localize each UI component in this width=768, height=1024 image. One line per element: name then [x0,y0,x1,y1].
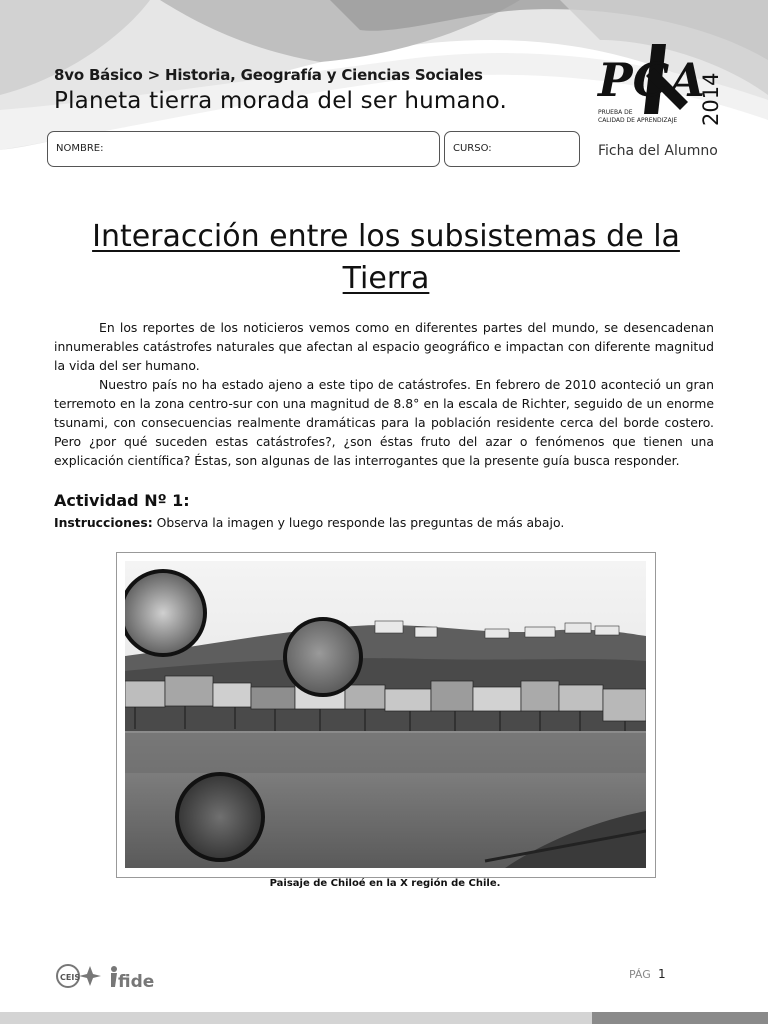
page-title [54,216,718,300]
unit-title: Planeta tierra morada del ser humano. [54,88,507,114]
ceis-logo [54,962,102,990]
page-label: PÁG [629,968,651,981]
page-number: 1 [658,967,666,981]
footer-bar-accent [592,1012,768,1024]
lithosphere-circle [285,619,361,695]
logo-small-line2: CALIDAD DE APRENDIZAJE [598,117,678,124]
instructions [54,515,564,530]
nombre-label: NOMBRE: [56,143,104,154]
figure-caption: Paisaje de Chiloé en la X región de Chile. [269,878,501,889]
paragraph-2: Nuestro país no ha estado ajeno a este tipo de catástrofes. En febrero de 2010 aconteció un gran terremoto en la zona centro-sur con una magnitud de 8.8° en la escala de Richter, seguido de un enorme tsunami, con consecuencias realmente dramáticas para la población residente cerca del borde costero. Pero ¿por qué suceden estas catástrofes?, ¿son éstas fruto del azar o fenómenos que tienen una explicación científica? Éstas, son algunas de las interrogantes que la presente guía busca responder. [54,377,714,468]
logo-year: 2014 [699,72,723,126]
paragraph-1: En los reportes de los noticieros vemos como en diferentes partes del mundo, se desencadenan innumerables catástrofes naturales que afectan al espacio geográfico e impactan con diferente magnitud la vida del ser humano. [54,320,714,373]
intro-text [54,318,714,470]
atmosphere-circle [125,571,205,655]
fide-text: fide [118,972,155,991]
ceis-text: CEIS [60,973,81,982]
pca-logo [596,40,726,136]
curso-field[interactable] [444,131,580,167]
instructions-text: Observa la imagen y luego responde las preguntas de más abajo. [152,515,565,530]
ficha-label: Ficha del Alumno [598,143,718,159]
nombre-field[interactable] [47,131,440,167]
logo-small-line1: PRUEBA DE [598,109,633,116]
logo-letters: PCA [598,53,705,107]
instructions-label: Instrucciones: [54,515,153,530]
hydrosphere-circle [177,774,263,860]
curso-label: CURSO: [453,143,492,154]
activity-heading: Actividad Nº 1: [54,491,190,510]
page-title-text: Interacción entre los subsistemas de la Tierra [92,219,680,296]
fide-logo [108,963,158,991]
landscape-figure [116,552,656,878]
chiloe-photo [125,561,646,868]
breadcrumb: 8vo Básico > Historia, Geografía y Ciencias Sociales [54,66,483,84]
